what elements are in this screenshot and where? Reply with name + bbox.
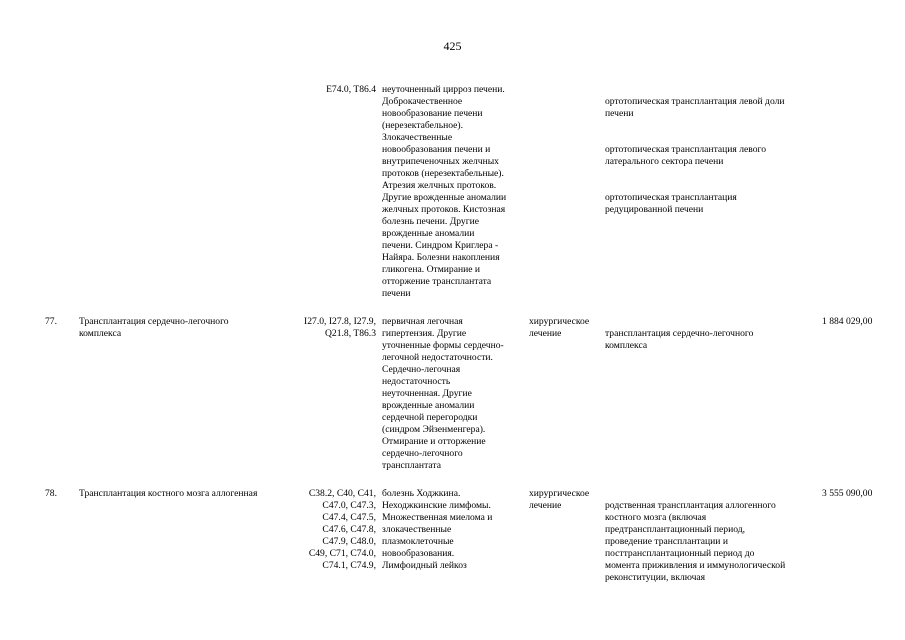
method-item: трансплантация сердечно-легочного комплекса [605, 328, 754, 351]
row-codes: C38.2, C40, C41, C47.0, C47.3, C47.4, C47.5, C47.6, C47.8, C47.9, C48.0, C49, C71, C74.0, C74.1, C74.9, [308, 488, 376, 571]
row-diagnosis: болезнь Ходжкина. Неходжкинские лимфомы. Множественная миелома и злокачественные плазмоклеточные новообразования. Лимфоидный лейкоз [382, 488, 493, 571]
row-codes: E74.0, T86.4 [326, 84, 376, 95]
method-item: ортотопическая трансплантация левого латерального сектора печени [605, 144, 767, 167]
row-codes: I27.0, I27.8, I27.9, Q21.8, T86.3 [304, 316, 376, 339]
row-treatment: хирургическое лечение [529, 316, 590, 339]
method-item: ортотопическая трансплантация редуцированной печени [605, 192, 737, 215]
row-cost: 3 555 090,00 [822, 488, 873, 499]
row-methods [605, 316, 815, 376]
row-diagnosis: неуточненный цирроз печени. Доброкачественное новообразование печени (нерезектабельное). Злокачественные новообразования печени и внутрипеченочных желчных протоков (нерезектабельные). Атрезия желчных протоков. Другие врожденные аномалии желчных протоков. Кистозная болезнь печени. Другие врожденные аномалии печени. Синдром Криглера - Найяра. Болезни накопления гликогена. Отмирание и отторжение трансплантата печени [382, 84, 507, 299]
row-diagnosis: первичная легочная гипертензия. Другие уточненные формы сердечно- легочной недостаточности. Сердечно-легочная недостаточность неуточненная. Другие врожденные аномалии сердечной перегородки (синдром Эйзенменгера). Отмирание и отторжение сердечно-легочного трансплантата [382, 316, 504, 471]
row-name: Трансплантация костного мозга аллогенная [79, 488, 258, 499]
row-number: 78. [45, 488, 57, 499]
row-name: Трансплантация сердечно-легочного комплекса [79, 316, 229, 339]
row-treatment: хирургическое лечение [529, 488, 590, 511]
row-number: 77. [45, 316, 57, 327]
method-item: ортотопическая трансплантация левой доли печени [605, 96, 785, 119]
row-methods [605, 488, 815, 608]
page-number: 425 [443, 39, 462, 53]
row-cost: 1 884 029,00 [822, 316, 873, 327]
row-methods [605, 84, 815, 240]
method-item: родственная трансплантация аллогенного костного мозга (включая предтрансплантационный период, проведение трансплантации и посттрансплантационный период до момента приживления и иммунологической реконституции, включая [605, 500, 786, 583]
